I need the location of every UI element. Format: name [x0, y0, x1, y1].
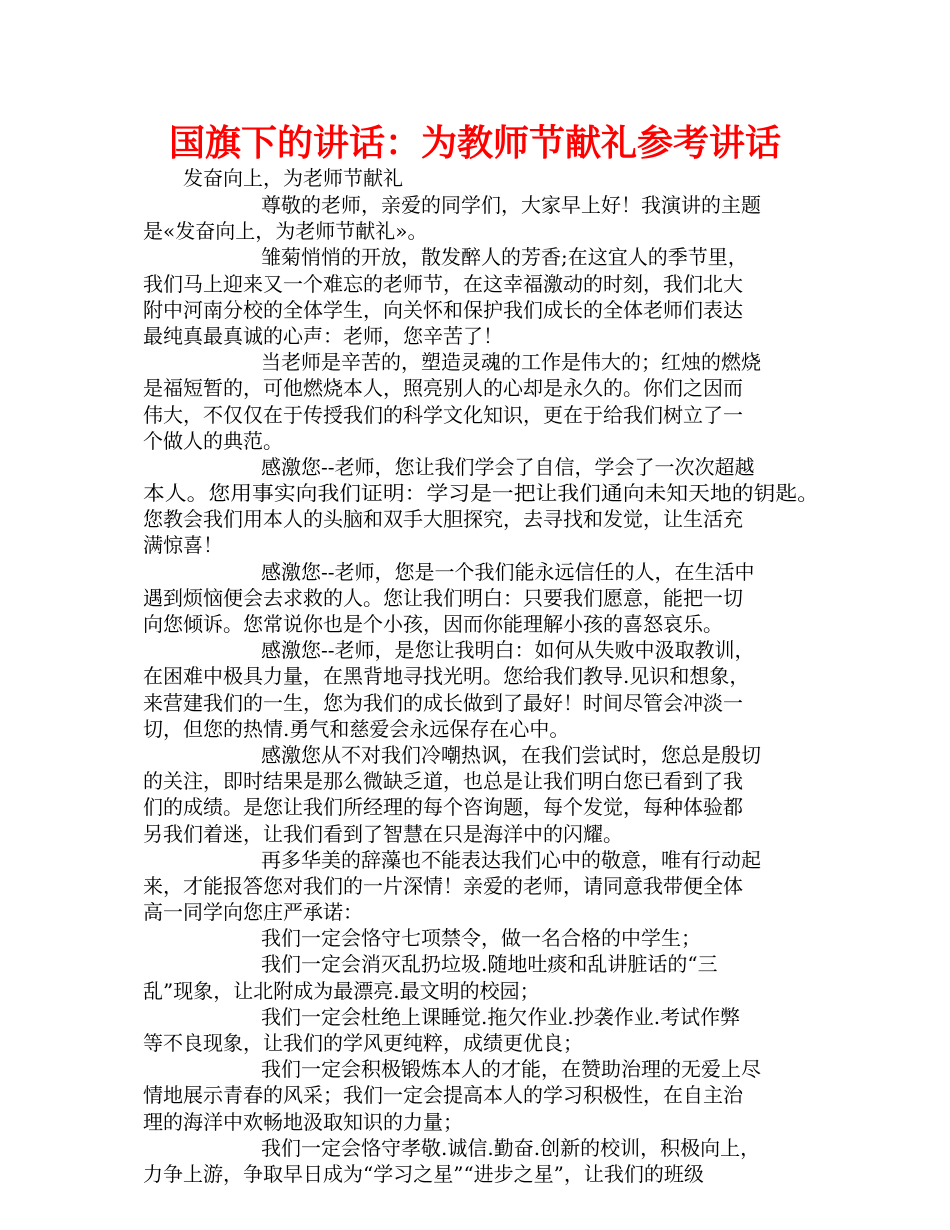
text-line: 来营建我们的一生，您为我们的成长做到了最好！时间尽管会冲淡一 — [143, 690, 743, 715]
text-line: 当老师是辛苦的，塑造灵魂的工作是伟大的；红烛的燃烧 — [261, 350, 761, 375]
text-line: 等不良现象，让我们的学风更纯粹，成绩更优良； — [143, 1031, 583, 1055]
text-line: 尊敬的老师，亲爱的同学们，大家早上好！我演讲的主题 — [261, 193, 761, 217]
text-line: 我们马上迎来又一个难忘的老师节，在这幸福激动的时刻，我们北大 — [143, 271, 743, 296]
speech-body — [143, 192, 819, 1187]
text-line: 我们一定会恪守七项禁令，做一名合格的中学生； — [261, 926, 701, 951]
text-line: 伟大，不仅仅在于传授我们的科学文化知识，更在于给我们树立了一 — [143, 402, 743, 427]
text-line: 雏菊悄悄的开放，散发醉人的芳香;在这宜人的季节里， — [261, 245, 748, 270]
text-line: 再多华美的辞藻也不能表达我们心中的敬意，唯有行动起 — [261, 847, 761, 872]
text-line: 是«发奋向上，为老师节献礼»。 — [143, 219, 428, 244]
text-line: 感激您从不对我们冷嘲热讽，在我们尝试时，您总是殷切 — [261, 742, 761, 767]
text-line: 的关注，即时结果是那么微缺乏道，也总是让我们明白您已看到了我 — [143, 769, 743, 794]
text-line: 向您倾诉。您常说你也是个小孩，因而你能理解小孩的喜怒哀乐。 — [143, 612, 723, 636]
document-subtitle: 发奋向上，为老师节献礼 — [183, 166, 403, 190]
text-line: 我们一定会消灭乱扔垃圾.随地吐痰和乱讲脏话的“三 — [261, 952, 718, 977]
text-line: 个做人的典范。 — [143, 428, 283, 453]
text-line: 们的成绩。是您让我们所经理的每个咨询题，每个发觉，每种体验都 — [143, 795, 743, 820]
text-line: 理的海洋中欢畅地汲取知识的力量； — [143, 1109, 463, 1134]
text-line: 满惊喜！ — [143, 533, 223, 558]
text-line: 您教会我们用本人的头脑和双手大胆探究，去寻找和发觉，让生活充 — [143, 507, 743, 532]
text-line: 情地展示青春的风采；我们一定会提高本人的学习积极性，在自主治 — [143, 1083, 743, 1108]
text-line: 高一同学向您庄严承诺： — [143, 900, 363, 925]
document-title: 国旗下的讲话：为教师节献礼参考讲话 — [168, 123, 781, 164]
text-line: 我们一定会杜绝上课睡觉.拖欠作业.抄袭作业.考试作弊 — [261, 1004, 741, 1029]
text-line: 切，但您的热情.勇气和慈爱会永远保存在心中。 — [143, 716, 570, 741]
text-line: 我们一定会积极锻炼本人的才能，在赞助治理的无爱上尽 — [261, 1057, 761, 1082]
text-line: 在困难中极具力量，在黑背地寻找光明。您给我们教导.见识和想象， — [143, 664, 750, 689]
text-line: 我们一定会恪守孝敬.诚信.勤奋.创新的校训，积极向上， — [261, 1135, 761, 1160]
text-line: 感激您--老师，您是一个我们能永远信任的人，在生活中 — [261, 559, 755, 584]
text-line: 是福短暂的，可他燃烧本人，照亮别人的心却是永久的。你们之因而 — [143, 376, 743, 401]
text-line: 来，才能报答您对我们的一片深情！亲爱的老师，请同意我带便全体 — [143, 873, 743, 898]
text-line: 附中河南分校的全体学生，向关怀和保护我们成长的全体老师们表达 — [143, 297, 743, 322]
text-line: 感激您--老师，您让我们学会了自信，学会了一次次超越 — [261, 454, 755, 479]
text-line: 乱”现象，让北附成为最漂亮.最文明的校园； — [143, 978, 540, 1003]
text-line: 最纯真最真诚的心声：老师，您辛苦了！ — [143, 323, 503, 348]
text-line: 力争上游，争取早日成为“学习之星”“进步之星”，让我们的班级 — [143, 1161, 704, 1186]
text-line: 遇到烦恼便会去求救的人。您让我们明白：只要我们愿意，能把一切 — [143, 585, 743, 610]
text-line: 感激您--老师，是您让我明白：如何从失败中汲取教训， — [261, 638, 755, 663]
text-line: 另我们着迷，让我们看到了智慧在只是海洋中的闪耀。 — [143, 821, 623, 846]
text-line: 本人。您用事实向我们证明：学习是一把让我们通向未知天地的钥匙。 — [143, 481, 819, 506]
